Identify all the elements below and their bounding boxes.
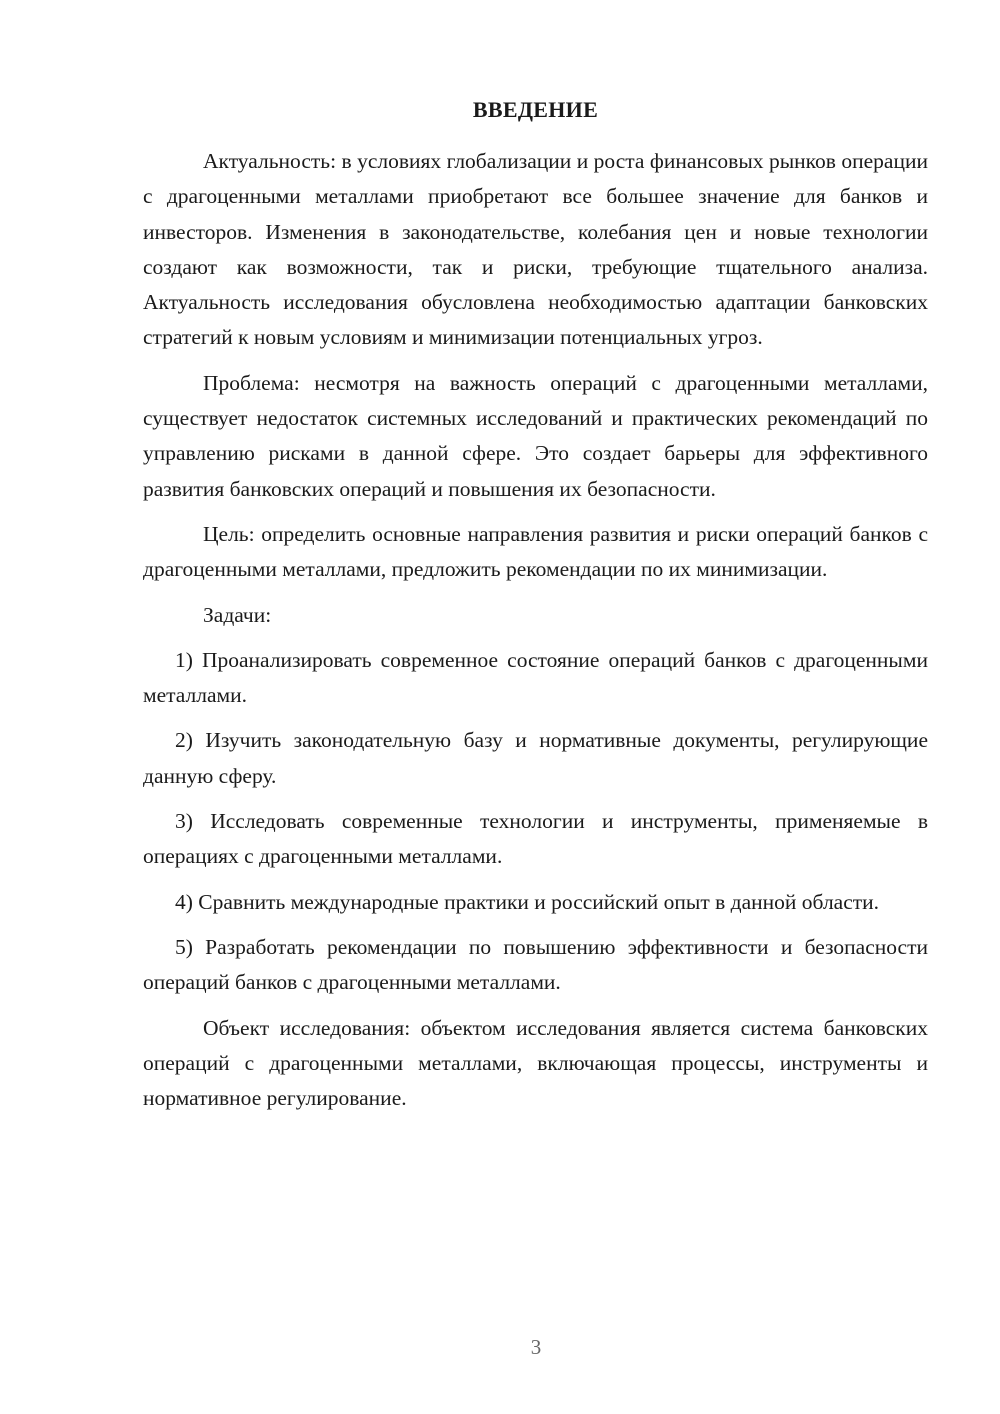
page-title: ВВЕДЕНИЕ — [472, 97, 599, 122]
problem-paragraph: Проблема: несмотря на важность операций с драгоценными металлами, существует недостаток системных исследований и практических рекомендаций по управлению рисками в данной сфере. Это создает барьеры для эффективного развития банковских операций и повышения их безопасности. — [143, 370, 928, 501]
task-item-3: 3) Исследовать современные технологии и инструменты, применяемые в операциях с драгоценными металлами. — [143, 809, 928, 869]
tasks-list — [143, 643, 928, 1001]
task-item-4: 4) Сравнить международные практики и российский опыт в данной области. — [175, 889, 880, 914]
task-item-2: 2) Изучить законодательную базу и нормативные документы, регулирующие данную сферу. — [143, 728, 928, 788]
task-item-1: 1) Проанализировать современное состояние операций банков с драгоценными металлами. — [143, 647, 928, 708]
tasks-heading: Задачи: — [203, 602, 272, 627]
relevance-paragraph: Актуальность: в условиях глобализации и роста финансовых рынков операции с драгоценными металлами приобретают все большее значение для банков и инвесторов. Изменения в законодательстве, колебания цен и новые технологии создают как возможности, так и риски, требующие тщательного анализа. Актуальность исследования обусловлена необходимостью адаптации банковских стратегий к новым условиям и минимизации потенциальных угроз. — [143, 149, 928, 350]
page-body — [143, 92, 928, 1126]
object-paragraph: Объект исследования: объектом исследования является система банковских операций с драгоценными металлами, включающая процессы, инструменты и нормативное регулирование. — [143, 1015, 928, 1111]
page-number: 3 — [530, 1335, 542, 1359]
task-item-5: 5) Разработать рекомендации по повышению эффективности и безопасности операций банков с драгоценными металлами. — [143, 934, 928, 995]
goal-paragraph: Цель: определить основные направления развития и риски операций банков с драгоценными металлами, предложить рекомендации по их минимизации. — [143, 521, 928, 582]
